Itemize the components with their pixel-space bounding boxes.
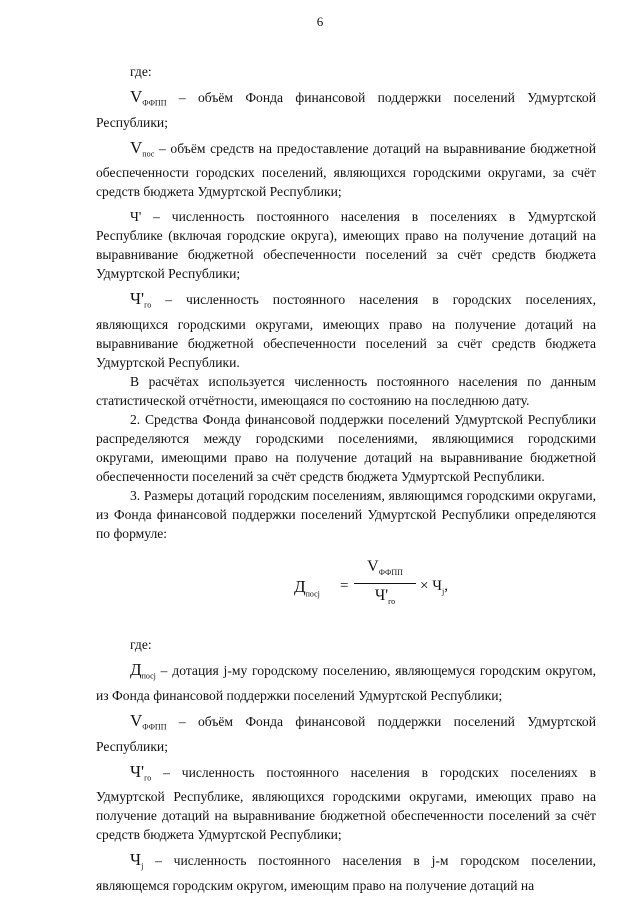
paragraph-ch-j [96, 850, 596, 895]
symbol-v: V [130, 87, 143, 106]
paragraph-ch-go-2 [96, 762, 596, 845]
paragraph-item-2: 2. Средства Фонда финансовой поддержки поселений Удмуртской Республики распределяются между городскими поселениями, являющимися городскими округами, имеющими право на получение дотаций на выравнивание бюджетной обеспеченности поселений за счёт средств бюджета Удмуртской Республики. [96, 412, 596, 485]
symbol-ch-prime: Ч' [130, 289, 145, 309]
paragraph-d-posj [96, 660, 596, 705]
formula-fraction [352, 557, 418, 611]
paragraph-v-ffpp [96, 87, 596, 132]
paragraph-v-pos [96, 138, 596, 202]
definition-text: – численность постоянного населения в городских поселениях в Удмуртской Республике, являющихся городскими округами, имеющих право на получение дотаций на выравнивание бюджетной обеспеченности поселений за счёт средств бюджета Удмуртской Республики; [96, 764, 596, 843]
subscript-go: го [144, 301, 152, 311]
document-body [96, 62, 596, 895]
paragraph-ch-go [96, 289, 596, 372]
symbol-ch-prime: Ч' [130, 761, 145, 781]
definition-text: – объём Фонда финансовой поддержки поселений Удмуртской Республики; [96, 90, 596, 130]
paragraph-statistics: В расчётах используется численность постоянного населения по данным статистической отчётности, имеющаяся по состоянию на последнюю дату. [96, 374, 596, 409]
definition-text: – объём Фонда финансовой поддержки поселений Удмуртской Республики; [96, 713, 596, 754]
paragraph-where-1: где: [130, 64, 152, 79]
subscript-j: j [141, 862, 144, 872]
symbol-v: V [130, 710, 143, 730]
paragraph-item-3: 3. Размеры дотаций городским поселениям, являющимся городскими округами, из Фонда финансовой поддержки поселений Удмуртской Республики определяются по формуле: [96, 488, 596, 542]
definition-text: – численность постоянного населения в городских поселениях, являющихся городскими округами, имеющих право на получение дотаций на выравнивание бюджетной обеспеченности поселений за счёт средств бюджета Удмуртской Республики. [96, 292, 596, 371]
paragraph-where-2: где: [130, 637, 152, 653]
subscript-go: го [144, 773, 152, 783]
formula-denominator: $Ч'_{го}$ [374, 587, 396, 607]
symbol-ch: Ч [130, 850, 142, 870]
formula [96, 557, 596, 619]
paragraph-ch-prime [96, 207, 596, 283]
subscript-pos: пос [142, 149, 155, 159]
symbol-ch-prime: Ч' [130, 209, 142, 225]
definition-text: – дотация j-му городскому поселению, являющемуся городским округом, из Фонда финансовой поддержки поселений Удмуртской Республики; [96, 663, 596, 703]
definition-text: – численность постоянного населения в поселениях в Удмуртской Республике (включая городские округа), имеющих право на получение дотаций на выравнивание бюджетной обеспеченности поселений за счёт средств бюджета Удмуртской Республики; [96, 209, 596, 282]
symbol-v: V [130, 137, 143, 157]
paragraph-v-ffpp-2 [96, 711, 596, 756]
symbol-d: Д [130, 660, 142, 680]
definition-text: – объём средств на предоставление дотаций на выравнивание бюджетной обеспеченности городских поселений, являющихся городскими округами, за счёт средств бюджета Удмуртской Республики; [96, 140, 596, 200]
formula-lhs: $Д_{посj}$ [294, 577, 320, 599]
subscript-posj: посj [141, 671, 156, 681]
formula-numerator: $V_{ФФПП}$ [367, 558, 403, 578]
formula-equals: = [340, 578, 349, 595]
definition-text: – численность постоянного населения в j-м городском поселении, являющемся городским округом, имеющим право на получение дотаций на [96, 853, 596, 894]
formula-rhs: × $Ч_j$, [420, 578, 448, 597]
subscript-ffpp: ФФПП [142, 98, 167, 108]
page-number: 6 [316, 14, 324, 29]
subscript-ffpp: ФФПП [142, 722, 167, 732]
